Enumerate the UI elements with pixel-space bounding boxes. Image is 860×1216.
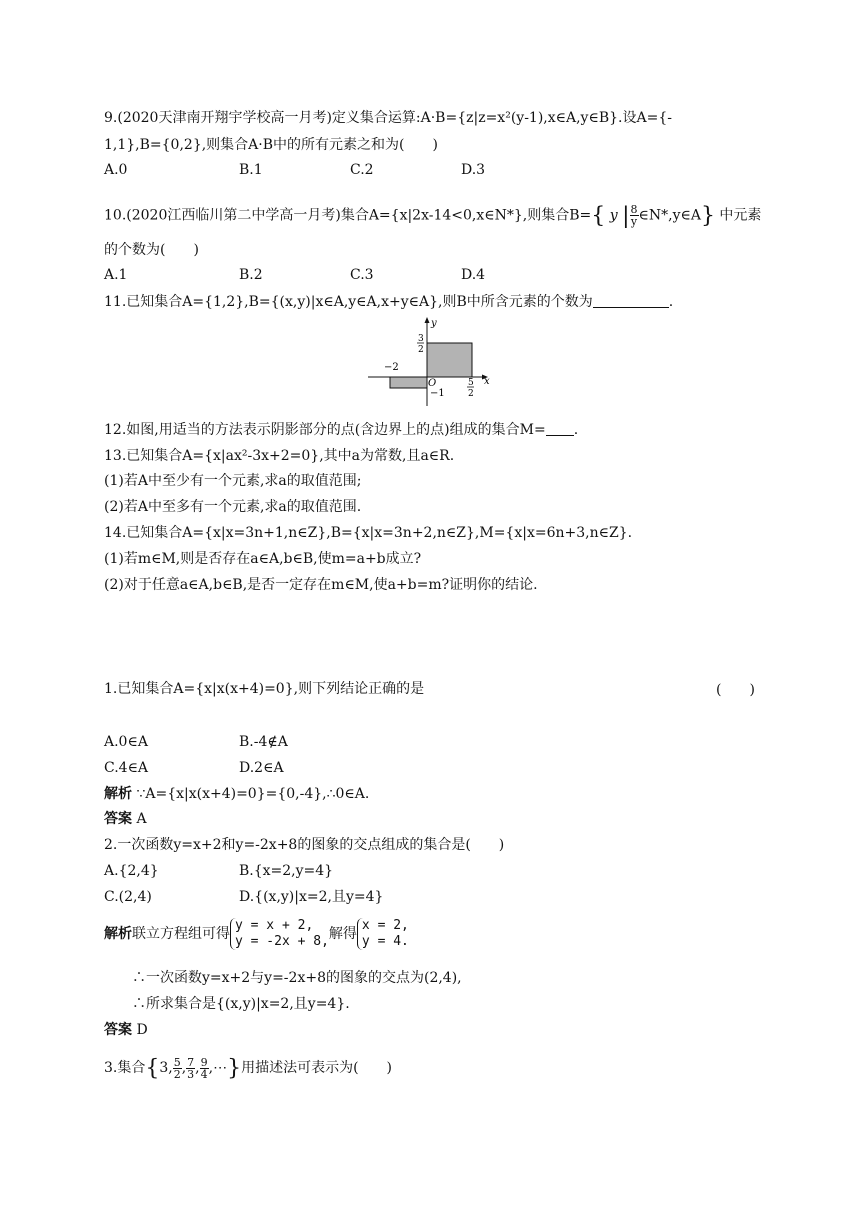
p3-prefix: 3.集合 (104, 1060, 146, 1076)
p1-answer-value: A (136, 811, 147, 827)
q11-text: 11.已知集合A={1,2},B={(x,y)|x∈A,y∈A,x+y∈A},则B中所含元素的个数为 (104, 294, 593, 310)
q10-line1: 10.(2020江西临川第二中学高一月考)集合A={x|2x-14<0,x∈N*},则集合B={ y | $\frac{8}{y}$ ∈N*,y∈A} 中元素 (104, 203, 762, 229)
q9-option-b: B.1 (239, 162, 263, 178)
p1-solution-label: 解析 (104, 786, 132, 802)
q11-end: . (668, 294, 674, 310)
q10-option-b: B.2 (239, 267, 263, 283)
q10-set-tail: ∈N*,y∈A (638, 207, 701, 224)
p2-solution-label: 解析 (104, 926, 132, 942)
q9-option-a: A.0 (104, 162, 128, 178)
q10-line1-text: 10.(2020江西临川第二中学高一月考)集合A={x|2x-14<0,x∈N*},则集合B= (104, 207, 592, 224)
p2-line: 2.一次函数y=x+2和y=-2x+8的图象的交点组成的集合是( ) (104, 837, 505, 853)
q12-answer-blank[interactable] (546, 421, 574, 436)
p1-line: 1.已知集合A={x|x(x+4)=0},则下列结论正确的是 (104, 681, 425, 697)
q10-fraction: $\frac{8}{y}$ (630, 203, 638, 228)
p2-solution-system: x = 2, y = 4. (357, 918, 409, 950)
q10-option-d: D.4 (461, 267, 486, 283)
p2-solution-text-a: 联立方程组可得 (132, 926, 230, 942)
p1-option-d: D.2∈A (239, 760, 284, 776)
q10-option-c: C.3 (350, 267, 374, 283)
p2-solution-text-b: 解得 (328, 926, 357, 942)
p2-option-c: C.(2,4) (104, 889, 152, 905)
p3-line: 3.集合{3, $\frac{5}{2}$ , $\frac{7}{3}$ , $\frac{9}{4}$ ,⋯}用描述法可表示为( ) (104, 1055, 393, 1081)
tick-neg2: −2 (384, 362, 399, 373)
y-axis-arrow (425, 317, 430, 323)
y-axis-label: y (431, 318, 437, 329)
p1-paren: ( ) (716, 682, 755, 698)
p2-answer-label: 答案 (104, 1022, 132, 1038)
q14-line2: (1)若m∈M,则是否存在a∈A,b∈B,使m=a+b成立? (104, 551, 422, 567)
p1-solution-text: ∵A={x|x(x+4)=0}={0,-4},∴0∈A. (136, 786, 370, 802)
q9-line2: 1,1},B={0,2},则集合A·B中的所有元素之和为( ) (104, 137, 438, 153)
p1-answer-label: 答案 (104, 811, 132, 827)
q10-line1-end: 中元素 (719, 207, 762, 224)
shaded-region-figure (360, 312, 500, 412)
q10-line2: 的个数为( ) (104, 242, 199, 258)
tick-five-halves-num: 5 (468, 378, 474, 388)
tick-neg1: −1 (430, 388, 445, 399)
p1-option-b: B.-4∉A (239, 734, 288, 750)
q14-line1: 14.已知集合A={x|x=3n+1,n∈Z},B={x|x=3n+2,n∈Z},M={x|x=6n+3,n∈Z}. (104, 525, 633, 541)
shaded-rect-negative (390, 377, 427, 388)
p3-suffix: 用描述法可表示为( ) (241, 1060, 393, 1076)
p2-equation-system: y = x + 2, y = -2x + 8, (230, 918, 329, 950)
p2-solution-line2: ∴一次函数y=x+2与y=-2x+8的图象的交点为(2,4), (132, 970, 462, 986)
p1-solution (104, 784, 369, 804)
p2-solution-line3: ∴所求集合是{(x,y)|x=2,且y=4}. (132, 996, 350, 1012)
p2-answer-value: D (136, 1022, 148, 1038)
tick-three-halves-num: 3 (418, 334, 424, 344)
p3-frac-7-3: $\frac{7}{3}$ (187, 1055, 195, 1081)
q10-set-var: y (609, 207, 618, 224)
q14-line3: (2)对于任意a∈A,b∈B,是否一定存在m∈M,使a+b=m?证明你的结论. (104, 577, 538, 593)
tick-five-halves-den: 2 (468, 389, 474, 399)
q13-line3: (2)若A中至多有一个元素,求a的取值范围. (104, 499, 362, 515)
p2-solution (104, 918, 409, 950)
p3-frac-5-2: $\frac{5}{2}$ (173, 1055, 181, 1081)
q13-line1: 13.已知集合A={x|ax²-3x+2=0},其中a为常数,且a∈R. (104, 448, 455, 464)
p3-frac-9-4: $\frac{9}{4}$ (200, 1055, 208, 1081)
origin-label: O (428, 378, 437, 389)
q12-text: 12.如图,用适当的方法表示阴影部分的点(含边界上的点)组成的集合M= (104, 422, 546, 438)
p2-option-b: B.{x=2,y=4} (239, 863, 334, 879)
p2-option-d: D.{(x,y)|x=2,且y=4} (239, 889, 384, 905)
q12-line (104, 420, 578, 440)
p1-answer (104, 809, 147, 829)
q11-answer-blank[interactable] (593, 293, 669, 308)
q13-line2: (1)若A中至少有一个元素,求a的取值范围; (104, 473, 362, 489)
q12-end: . (573, 422, 579, 438)
p2-answer (104, 1020, 148, 1040)
q9-line1: 9.(2020天津南开翔宇学校高一月考)定义集合运算:A·B={z|z=x²(y-1),x∈A,y∈B}.设A={- (104, 110, 672, 126)
p1-option-a: A.0∈A (104, 734, 148, 750)
q9-option-c: C.2 (350, 162, 374, 178)
q10-option-a: A.1 (104, 267, 128, 283)
tick-three-halves-den: 2 (418, 345, 424, 355)
p1-option-c: C.4∈A (104, 760, 149, 776)
x-axis-label: x (484, 376, 490, 387)
q11-line (104, 292, 673, 312)
p2-option-a: A.{2,4} (104, 863, 159, 879)
q9-option-d: D.3 (461, 162, 486, 178)
shaded-rect-positive (427, 343, 472, 377)
